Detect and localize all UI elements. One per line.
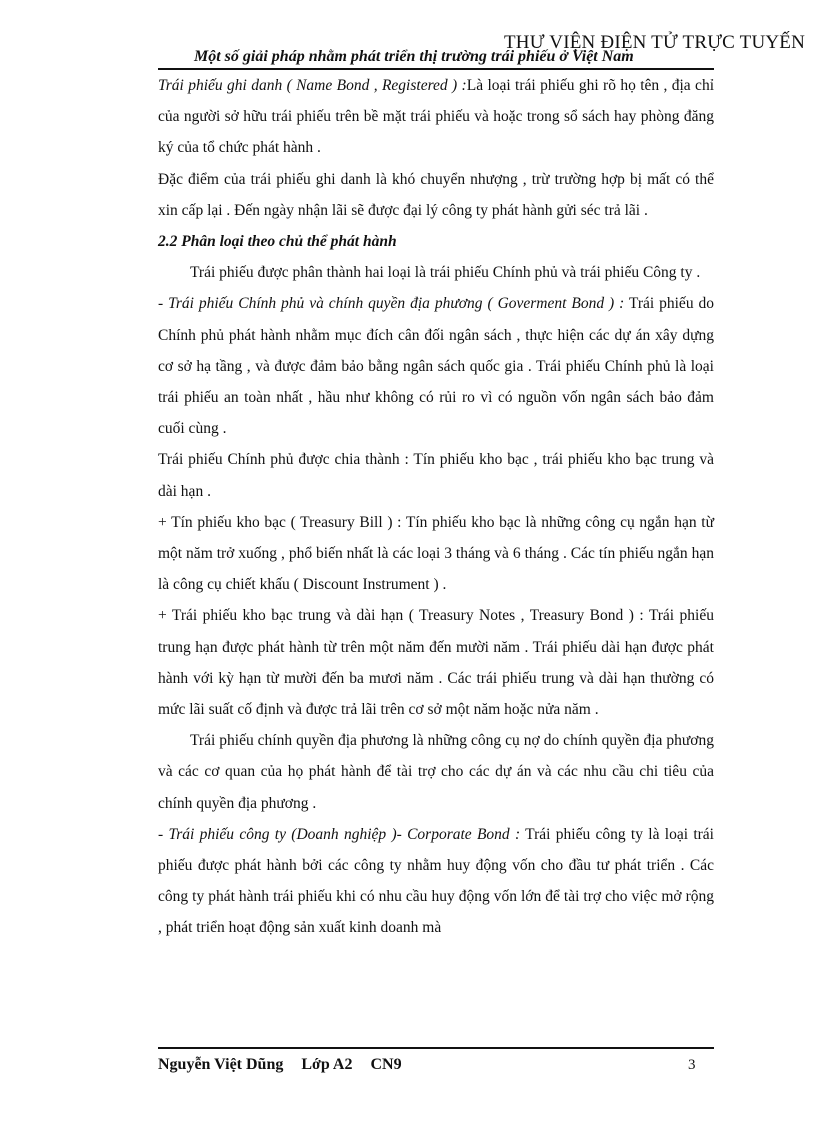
corporate-bond-term: - Trái phiếu công ty (Doanh nghiệp )- Corporate Bond : <box>158 825 521 843</box>
government-bond-definition: Trái phiếu do Chính phủ phát hành nhằm mục đích cân đối ngân sách , thực hiện các dự án xây dựng cơ sở hạ tầng , và được đảm bảo bằng ngân sách quốc gia . Trái phiếu Chính phủ là loại trái phiếu an toàn nhất , hầu như không có rủi ro vì có nguồn vốn ngân sách bảo đảm cuối cùng . <box>158 295 714 438</box>
registered-bond-term: Trái phiếu ghi danh ( Name Bond , Registered ) : <box>158 77 467 94</box>
government-bond-term: - Trái phiếu Chính phủ và chính quyền địa phương ( Goverment Bond ) : <box>158 295 625 313</box>
page-number: 3 <box>688 1057 696 1073</box>
footer-divider <box>158 1047 714 1049</box>
footer-course: CN9 <box>370 1056 402 1073</box>
paragraph-treasury-bill: + Tín phiếu kho bạc ( Treasury Bill ) : Tín phiếu kho bạc là những công cụ ngắn hạn từ một năm trở xuống , phổ biến nhất là các loại 3 tháng và 6 tháng . Các tín phiếu ngắn hạn là công cụ chiết khấu ( Discount Instrument ) . <box>158 513 714 594</box>
footer-author: Nguyễn Việt Dũng <box>158 1056 284 1073</box>
paragraph-treasury-notes: + Trái phiếu kho bạc trung và dài hạn ( Treasury Notes , Treasury Bond ) : Trái phiếu trung hạn được phát hành từ trên một năm đến mười năm . Trái phiếu dài hạn được phát hành với kỳ hạn từ mười đến ba mươi năm . Các trái phiếu trung và dài hạn thường có mức lãi suất cố định và được trả lãi trên cơ sở một năm hoặc nửa năm . <box>158 607 714 719</box>
watermark-text: THƯ VIỆN ĐIỆN TỬ TRỰC TUYẾN <box>504 32 806 53</box>
paragraph-registered-bond <box>158 70 714 164</box>
paragraph-registered-bond-features: Đặc điểm của trái phiếu ghi danh là khó chuyển nhượng , trừ trường hợp bị mất có thể xin cấp lại . Đến ngày nhận lãi sẽ được đại lý công ty phát hành gửi séc trả lãi . <box>158 170 714 219</box>
running-header-title: Một số giải pháp nhằm phát triển thị trường trái phiếu ở Việt Nam <box>194 48 634 65</box>
section-heading: 2.2 Phân loại theo chủ thể phát hành <box>158 233 397 251</box>
paragraph-corporate-bond <box>158 819 714 944</box>
paragraph-classification: Trái phiếu được phân thành hai loại là trái phiếu Chính phủ và trái phiếu Công ty . <box>190 264 701 282</box>
paragraph-government-bond-types: Trái phiếu Chính phủ được chia thành : Tín phiếu kho bạc , trái phiếu kho bạc trung và dài hạn . <box>158 451 714 500</box>
registered-bond-definition: Là loại trái phiếu ghi rõ họ tên , địa chỉ của người sở hữu trái phiếu trên bề mặt trái phiếu và hoặc trong sổ sách hay phòng đăng ký của tổ chức phát hành . <box>158 77 714 157</box>
paragraph-local-government-bond: Trái phiếu chính quyền địa phương là những công cụ nợ do chính quyền địa phương và các cơ quan của họ phát hành để tài trợ cho các dự án và các nhu cầu chi tiêu của chính quyền địa phương . <box>158 732 714 812</box>
footer <box>158 1056 420 1074</box>
paragraph-government-bond <box>158 288 714 444</box>
document-body <box>158 70 714 944</box>
footer-class: Lớp A2 <box>301 1056 353 1073</box>
corporate-bond-definition: Trái phiếu công ty là loại trái phiếu được phát hành bởi các công ty nhằm huy động vốn cho đầu tư phát triển . Các công ty phát hành trái phiếu khi có nhu cầu huy động vốn lớn để tài trợ cho việc mở rộng , phát triển hoạt động sản xuất kinh doanh mà <box>158 825 714 937</box>
